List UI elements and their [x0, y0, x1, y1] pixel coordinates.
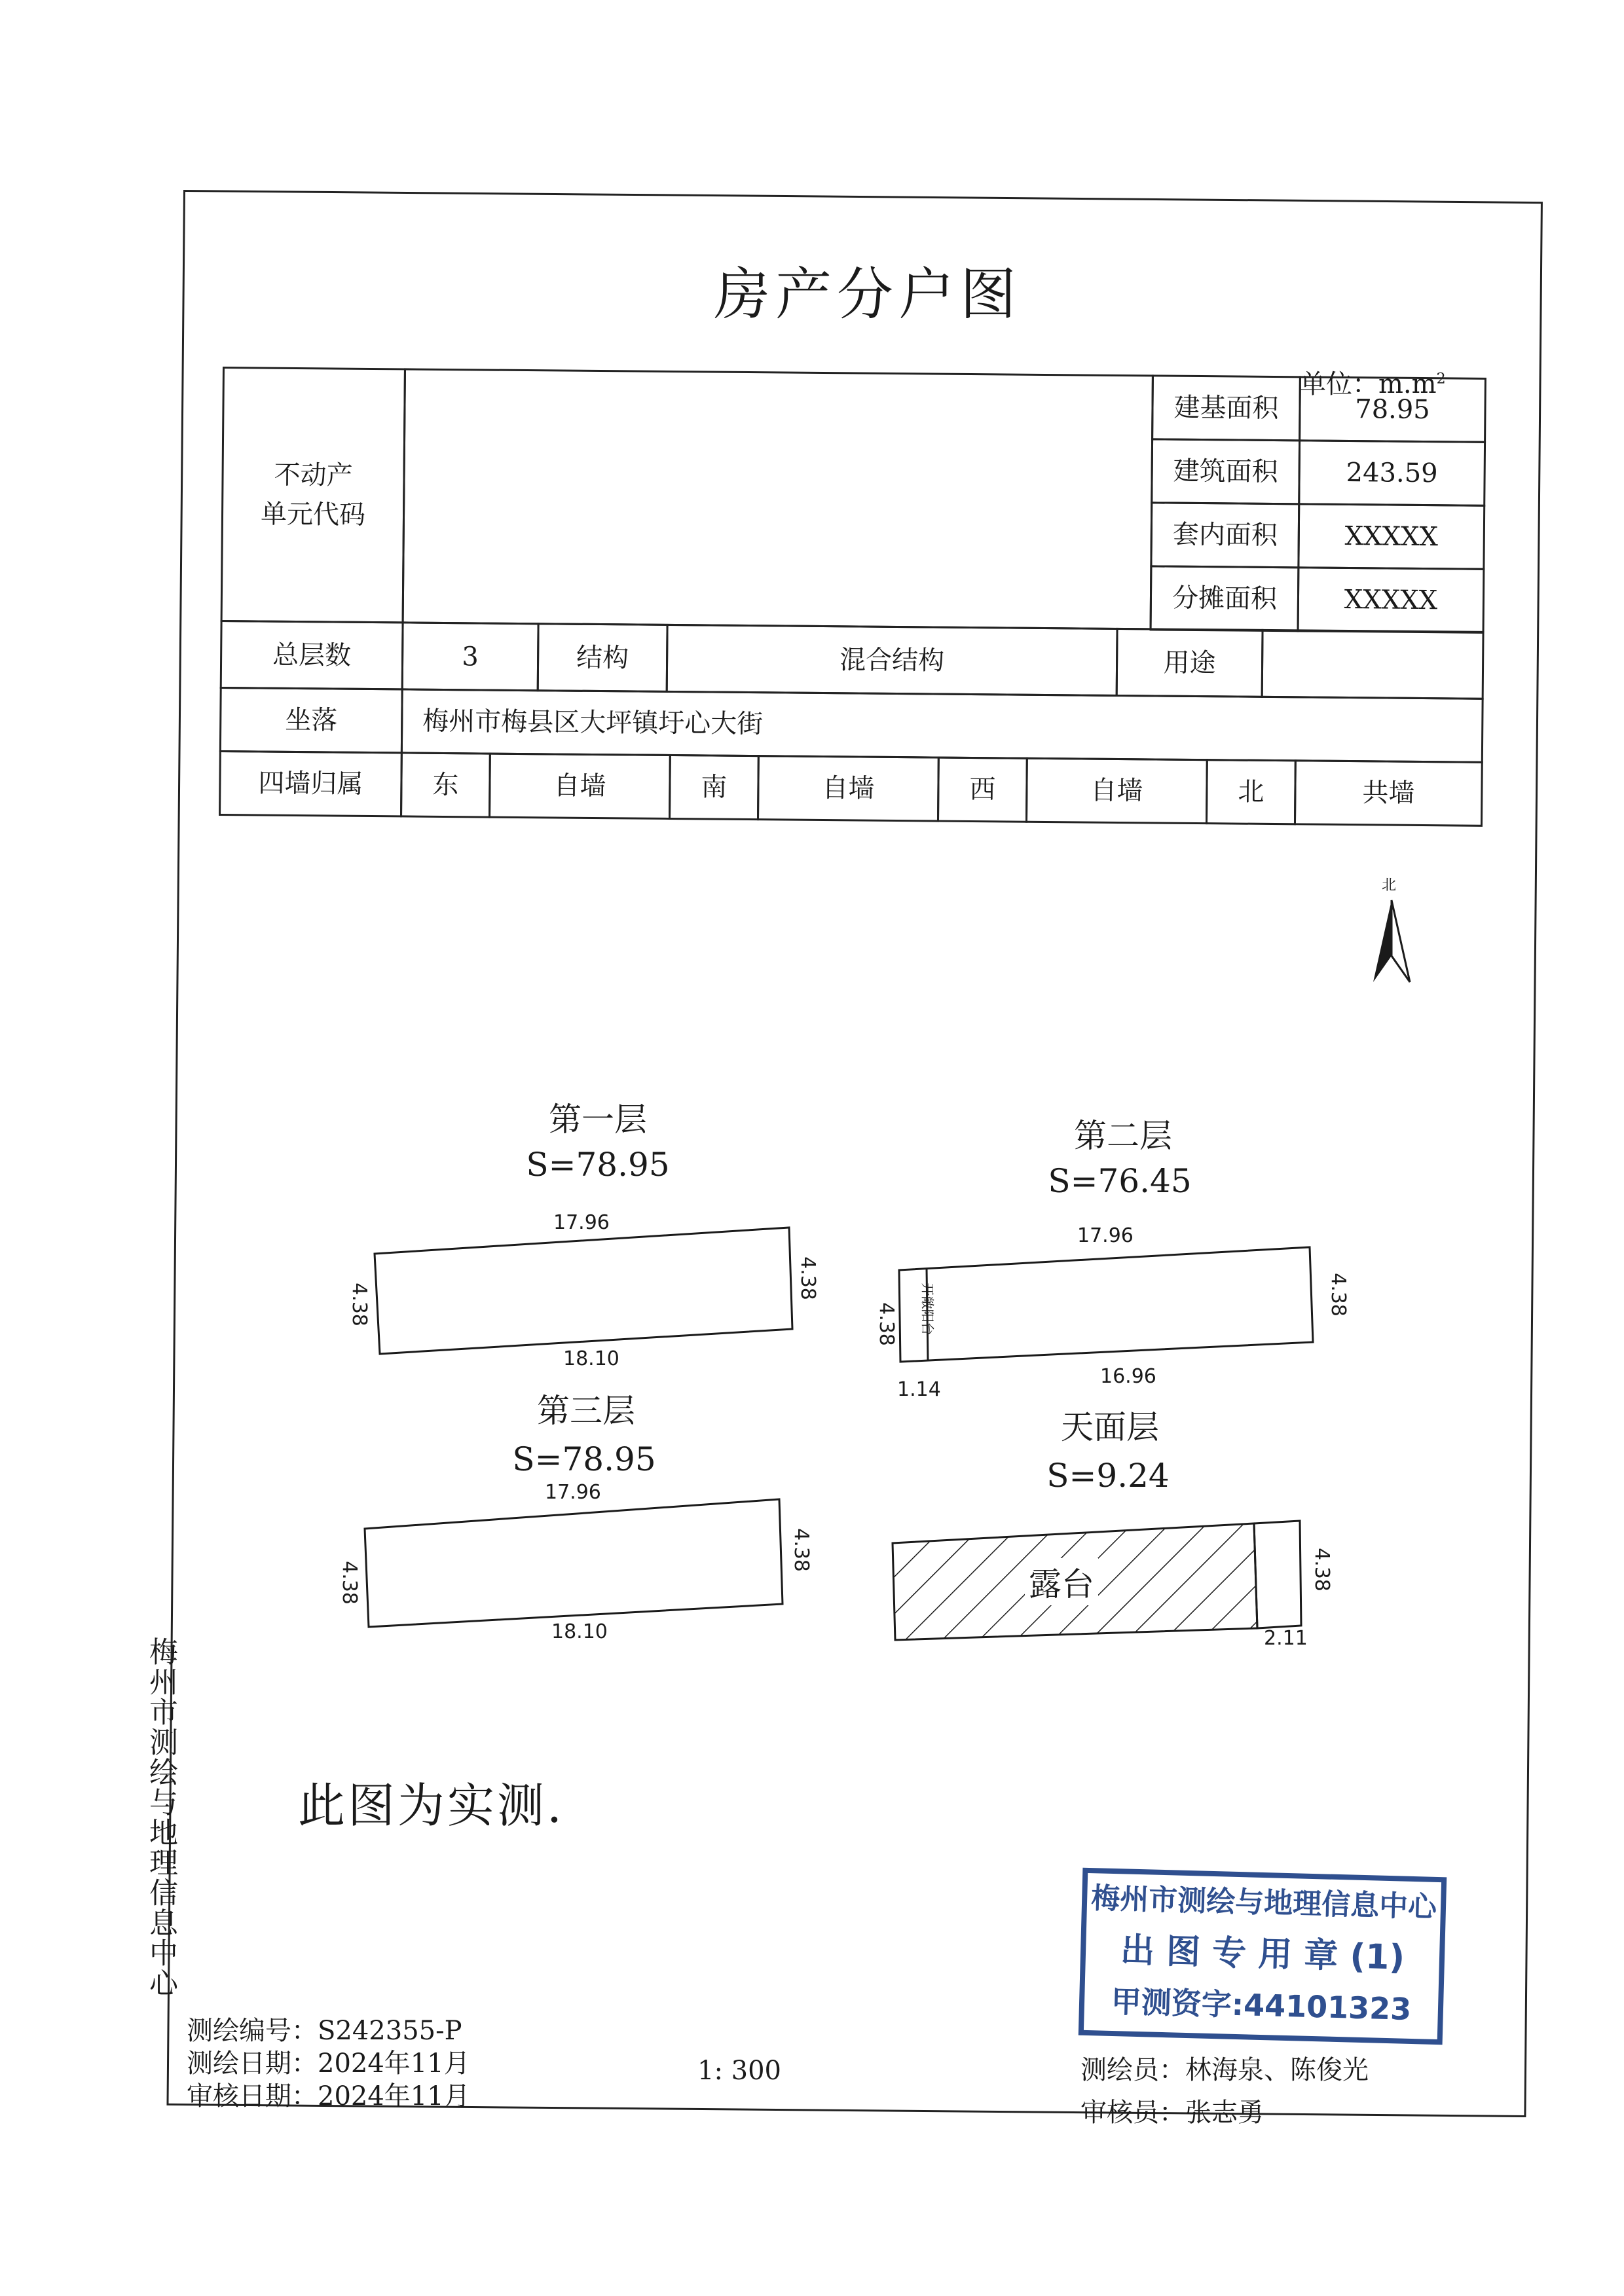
floor2-balcony-label: 开敞阳台 [919, 1283, 936, 1336]
floor3-left-dim: 4.38 [337, 1561, 361, 1605]
inner-area-label: 套内面积 [1150, 501, 1300, 568]
floor2-left-dim: 4.38 [874, 1302, 898, 1346]
roof-area: S=9.24 [1046, 1457, 1170, 1495]
build-area-value: 243.59 [1298, 439, 1486, 506]
floor2-outline [894, 1237, 1320, 1368]
stamp-line-3: 甲测资字:44101323 [1111, 1983, 1412, 2027]
floor3-outline [357, 1493, 796, 1640]
roof-bottom-dim: 2.11 [1264, 1627, 1308, 1650]
survey-note: 此图为实测. [298, 1778, 564, 1833]
floor1-right-dim: 4.38 [796, 1256, 819, 1300]
structure-value: 混合结构 [666, 624, 1118, 697]
official-stamp [1079, 1868, 1447, 2045]
code-label: 不动产 单元代码 [221, 367, 406, 623]
base-area-label: 建基面积 [1151, 374, 1301, 441]
wall-south-value: 自墙 [757, 755, 940, 822]
roof-outline [887, 1509, 1313, 1647]
structure-label: 结构 [537, 623, 669, 693]
survey-number: 测绘编号：S242355-P [187, 2016, 462, 2046]
side-organization-text: 梅州市测绘与地理信息中心 [144, 1637, 177, 1998]
page-title: 房产分户图 [714, 262, 1022, 327]
floor3-right-dim: 4.38 [789, 1528, 813, 1572]
wall-north-value: 共墙 [1294, 759, 1483, 827]
usage-label: 用途 [1116, 628, 1264, 698]
unit-label: 单位：$m.m^2$ [1300, 369, 1446, 399]
floor2-area: S=76.45 [1048, 1162, 1192, 1200]
floor3-bottom-dim: 18.10 [551, 1620, 608, 1643]
base-area-value: 78.95 [1299, 376, 1486, 443]
wall-west-value: 自墙 [1025, 757, 1208, 824]
floor3-area: S=78.95 [512, 1440, 656, 1478]
wall-south-dir: 南 [669, 754, 760, 820]
build-area-label: 建筑面积 [1151, 438, 1301, 505]
stamp-line-1: 梅州市测绘与地理信息中心 [1090, 1882, 1437, 1924]
floor1-bottom-dim: 18.10 [563, 1347, 619, 1370]
wall-east-value: 自墙 [489, 753, 671, 820]
terrace-label: 露台 [1025, 1558, 1098, 1605]
floor2-extra-dim: 1.14 [897, 1378, 941, 1401]
share-area-label: 分摊面积 [1150, 565, 1300, 632]
floor2-top-dim: 17.96 [1077, 1224, 1134, 1247]
wall-east-dir: 东 [400, 752, 491, 818]
usage-value [1261, 629, 1485, 700]
floor2-title: 第二层 [1074, 1117, 1172, 1155]
floor3-title: 第三层 [537, 1392, 635, 1430]
floor1-outline [367, 1218, 805, 1362]
reviewer: 审核员：张志勇 [1080, 2098, 1264, 2128]
north-arrow-icon [1365, 874, 1418, 992]
roof-right-dim: 4.38 [1310, 1548, 1333, 1592]
share-area-value: XXXXX [1297, 566, 1485, 633]
floors-value: 3 [401, 621, 540, 691]
floor3-top-dim: 17.96 [545, 1481, 601, 1504]
review-date: 审核日期：2024年11月 [187, 2081, 470, 2111]
wall-west-dir: 西 [937, 757, 1028, 823]
floor1-top-dim: 17.96 [553, 1211, 610, 1234]
north-label: 北 [1382, 877, 1397, 894]
location-label: 坐落 [219, 687, 403, 754]
floor1-title: 第一层 [549, 1101, 647, 1139]
walls-label: 四墙归属 [219, 750, 403, 817]
floor2-right-dim: 4.38 [1326, 1273, 1350, 1317]
info-table [219, 367, 1486, 859]
floors-label: 总层数 [220, 620, 404, 690]
stamp-line-2: 出 图 专 用 章 (1) [1120, 1931, 1405, 1978]
wall-north-dir: 北 [1206, 759, 1297, 825]
code-value [402, 368, 1154, 630]
floor1-area: S=78.95 [526, 1146, 670, 1184]
surveyors: 测绘员：林海泉、陈俊光 [1080, 2055, 1369, 2085]
floor2-bottom-dim: 16.96 [1100, 1365, 1156, 1388]
location-value: 梅州市梅县区大坪镇圩心大街 [401, 688, 1484, 763]
map-scale: 1: 300 [697, 2056, 781, 2086]
survey-date: 测绘日期：2024年11月 [187, 2049, 470, 2079]
roof-title: 天面层 [1061, 1408, 1159, 1446]
inner-area-value: XXXXX [1297, 503, 1485, 570]
floor1-left-dim: 4.38 [347, 1283, 371, 1326]
